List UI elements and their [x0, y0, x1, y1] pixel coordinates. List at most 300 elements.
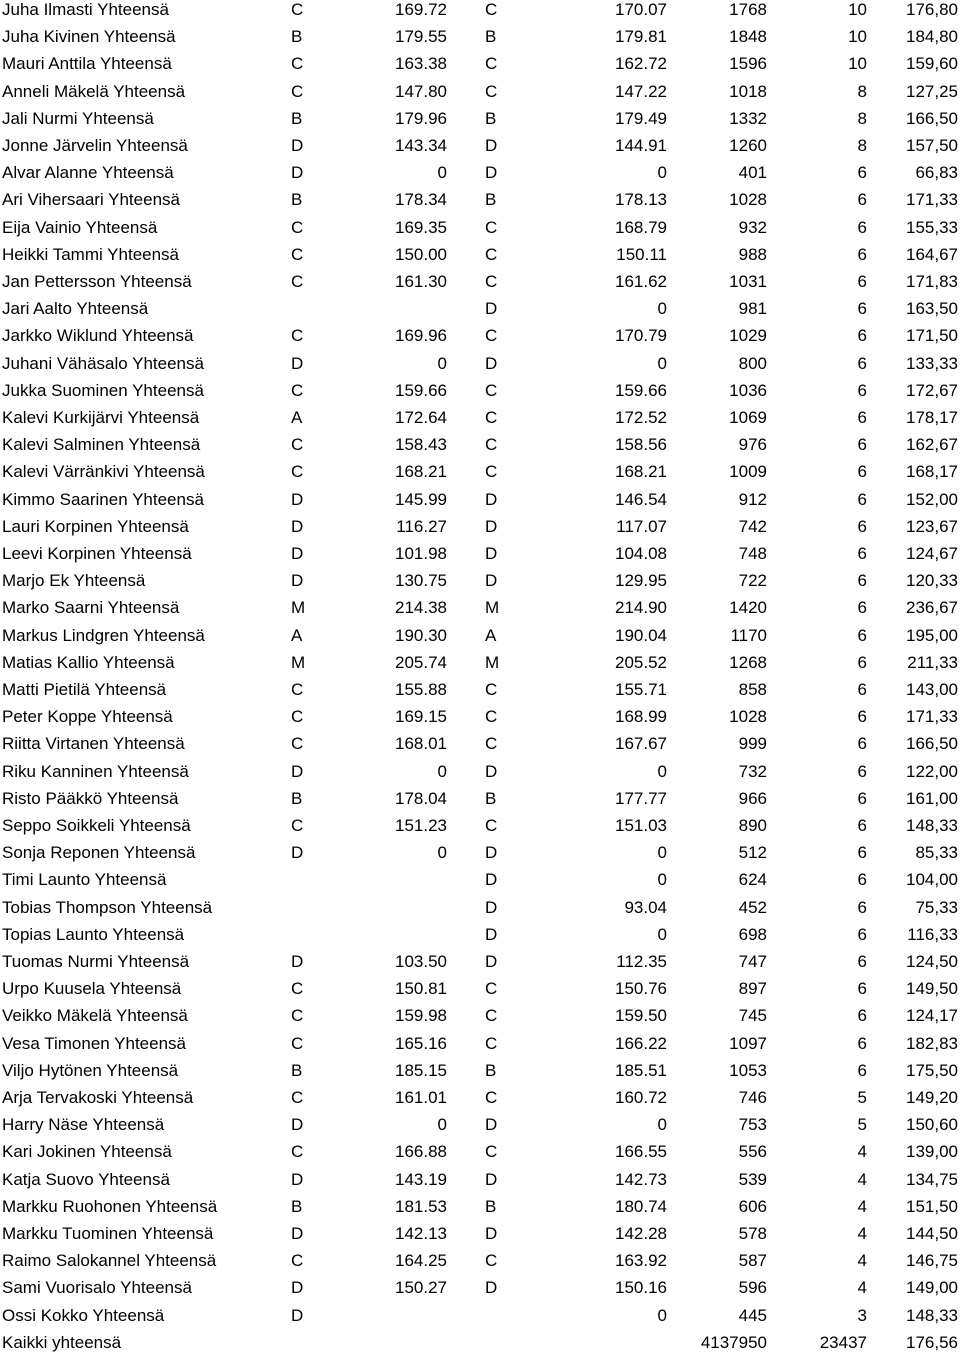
player-name-cell: Kaikki yhteensä — [2, 1332, 122, 1352]
value-cell: 146.54 — [615, 489, 667, 509]
value-cell: 145.99 — [395, 489, 447, 509]
value-cell: 159.66 — [615, 380, 667, 400]
class-cell: C — [291, 435, 304, 455]
class-cell: B — [291, 27, 303, 47]
average-cell: 148,33 — [906, 816, 958, 835]
value-cell: 178.04 — [395, 788, 447, 808]
games-count-cell: 8 — [857, 136, 867, 155]
games-count-cell: 6 — [857, 598, 867, 618]
points-total-cell: 1031 — [729, 272, 767, 291]
player-name-cell: Markus Lindgren Yhteensä — [2, 625, 205, 645]
games-count-cell: 5 — [857, 1088, 867, 1107]
player-name-cell: Jarkko Wiklund Yhteensä — [2, 326, 194, 346]
games-count-cell: 6 — [857, 625, 867, 645]
value-cell: 214.38 — [395, 598, 447, 618]
value-cell: 168.79 — [615, 217, 667, 237]
value-cell: 147.22 — [615, 81, 667, 101]
value-cell: 0 — [657, 299, 667, 319]
average-cell: 143,00 — [906, 680, 958, 699]
class-cell: C — [485, 408, 498, 427]
class-cell: D — [485, 1115, 498, 1135]
points-total-cell: 1170 — [730, 625, 767, 645]
games-count-cell: 6 — [857, 272, 867, 291]
player-name-cell: Riku Kanninen Yhteensä — [2, 761, 189, 781]
games-count-cell: 10 — [848, 27, 867, 47]
table-row — [0, 1057, 960, 1084]
player-name-cell: Riitta Virtanen Yhteensä — [2, 734, 185, 754]
value-cell: 0 — [657, 353, 667, 373]
points-total-cell: 556 — [738, 1142, 767, 1162]
games-count-cell: 6 — [857, 924, 867, 944]
player-name-cell: Kalevi Kurkijärvi Yhteensä — [2, 408, 200, 427]
table-row — [0, 159, 960, 186]
class-cell: A — [485, 625, 497, 645]
player-name-cell: Juha Kivinen Yhteensä — [2, 27, 176, 47]
class-cell: D — [291, 1115, 304, 1135]
value-cell: 144.91 — [615, 136, 667, 155]
table-row — [0, 1302, 960, 1329]
average-cell: 133,33 — [906, 353, 958, 373]
class-cell: C — [485, 272, 498, 291]
player-name-cell: Matias Kallio Yhteensä — [2, 652, 175, 672]
class-cell: C — [291, 979, 304, 999]
points-total-cell: 976 — [738, 435, 767, 455]
average-cell: 124,67 — [906, 544, 958, 563]
player-name-cell: Kalevi Salminen Yhteensä — [2, 435, 201, 455]
games-count-cell: 6 — [857, 652, 867, 672]
class-cell: M — [485, 652, 500, 672]
value-cell: 160.72 — [615, 1088, 667, 1107]
class-cell: C — [291, 244, 304, 264]
games-count-cell: 6 — [857, 544, 867, 563]
value-cell: 177.77 — [615, 788, 667, 808]
class-cell: D — [291, 843, 304, 863]
class-cell: B — [291, 1196, 303, 1216]
value-cell: 0 — [657, 1115, 667, 1135]
class-cell: C — [485, 979, 498, 999]
class-cell: C — [291, 816, 304, 835]
table-row — [0, 676, 960, 703]
class-cell: C — [485, 1251, 498, 1271]
value-cell: 169.15 — [395, 707, 447, 727]
value-cell: 178.13 — [615, 190, 667, 210]
points-total-cell: 1069 — [729, 408, 767, 427]
player-name-cell: Vesa Timonen Yhteensä — [2, 1033, 186, 1053]
class-cell: C — [485, 462, 498, 482]
player-name-cell: Eija Vainio Yhteensä — [2, 217, 158, 237]
average-cell: 149,20 — [906, 1088, 958, 1107]
table-row — [0, 105, 960, 132]
value-cell: 169.72 — [395, 0, 447, 19]
player-name-cell: Raimo Salokannel Yhteensä — [2, 1251, 217, 1271]
table-row — [0, 785, 960, 812]
average-cell: 75,33 — [915, 897, 958, 917]
player-name-cell: Ossi Kokko Yhteensä — [2, 1305, 165, 1325]
points-total-cell: 753 — [738, 1115, 767, 1135]
games-count-cell: 6 — [857, 680, 867, 699]
class-cell: B — [291, 190, 303, 210]
value-cell: 0 — [437, 843, 447, 863]
average-cell: 172,67 — [906, 380, 958, 400]
value-cell: 205.52 — [615, 652, 667, 672]
games-count-cell: 6 — [857, 353, 867, 373]
games-count-cell: 6 — [857, 571, 867, 591]
table-row — [0, 241, 960, 268]
class-cell: C — [291, 1251, 304, 1271]
class-cell: D — [485, 489, 498, 509]
points-total-cell: 624 — [738, 870, 767, 890]
value-cell: 163.38 — [395, 54, 447, 74]
value-cell: 143.34 — [395, 136, 447, 155]
class-cell: C — [485, 217, 498, 237]
table-row — [0, 404, 960, 431]
value-cell: 147.80 — [395, 81, 447, 101]
points-total-cell: 1596 — [729, 54, 767, 74]
value-cell: 142.28 — [615, 1224, 667, 1243]
average-cell: 159,60 — [906, 54, 958, 74]
player-name-cell: Sonja Reponen Yhteensä — [2, 843, 196, 863]
value-cell: 172.52 — [615, 408, 667, 427]
value-cell: 159.98 — [395, 1006, 447, 1026]
class-cell: D — [485, 136, 498, 155]
points-total-cell: 578 — [738, 1224, 767, 1243]
games-count-cell: 6 — [857, 952, 867, 971]
games-count-cell: 6 — [857, 299, 867, 319]
average-cell: 171,33 — [906, 707, 958, 727]
table-row — [0, 1138, 960, 1165]
value-cell: 165.16 — [395, 1033, 447, 1053]
points-total-cell: 1053 — [729, 1060, 767, 1080]
points-total-cell: 1028 — [729, 707, 767, 727]
value-cell: 150.11 — [616, 244, 667, 264]
class-cell: D — [291, 163, 304, 183]
player-name-cell: Jali Nurmi Yhteensä — [2, 108, 154, 128]
class-cell: D — [485, 544, 498, 563]
player-name-cell: Juhani Vähäsalo Yhteensä — [2, 353, 204, 373]
class-cell: C — [485, 734, 498, 754]
value-cell: 158.43 — [395, 435, 447, 455]
value-cell: 178.34 — [395, 190, 447, 210]
value-cell: 150.27 — [395, 1278, 447, 1298]
value-cell: 170.07 — [615, 0, 667, 19]
games-count-cell: 6 — [857, 1060, 867, 1080]
class-cell: B — [485, 788, 497, 808]
points-total-cell: 932 — [738, 217, 767, 237]
value-cell: 168.01 — [395, 734, 447, 754]
player-name-cell: Markku Tuominen Yhteensä — [2, 1224, 214, 1243]
games-count-cell: 4 — [857, 1142, 867, 1162]
points-total-cell: 742 — [738, 516, 767, 536]
table-row — [0, 975, 960, 1002]
points-total-cell: 747 — [738, 952, 767, 971]
class-cell: C — [291, 1142, 304, 1162]
class-cell: C — [291, 1088, 304, 1107]
player-name-cell: Harry Näse Yhteensä — [2, 1115, 165, 1135]
player-name-cell: Kalevi Värränkivi Yhteensä — [2, 462, 205, 482]
table-row — [0, 377, 960, 404]
points-total-cell: 732 — [738, 761, 767, 781]
points-total-cell: 746 — [738, 1088, 767, 1107]
class-cell: C — [291, 1033, 304, 1053]
average-cell: 195,00 — [906, 625, 958, 645]
points-total-cell: 401 — [738, 163, 767, 183]
player-name-cell: Peter Koppe Yhteensä — [2, 707, 173, 727]
value-cell: 101.98 — [395, 544, 447, 563]
class-cell: D — [291, 952, 304, 971]
average-cell: 157,50 — [906, 136, 958, 155]
points-total-cell: 1018 — [729, 81, 767, 101]
class-cell: D — [291, 1169, 304, 1189]
average-cell: 152,00 — [906, 489, 958, 509]
average-cell: 176,80 — [906, 0, 958, 19]
games-count-cell: 23437 — [819, 1332, 867, 1352]
value-cell: 93.04 — [624, 897, 667, 917]
value-cell: 169.96 — [395, 326, 447, 346]
average-cell: 66,83 — [915, 163, 958, 183]
value-cell: 117.07 — [616, 516, 667, 536]
class-cell: C — [485, 816, 498, 835]
class-cell: C — [485, 707, 498, 727]
table-row — [0, 322, 960, 349]
class-cell: D — [291, 353, 304, 373]
table-row — [0, 268, 960, 295]
points-total-cell: 512 — [738, 843, 767, 863]
value-cell: 185.15 — [395, 1060, 447, 1080]
class-cell: B — [485, 27, 497, 47]
value-cell: 0 — [657, 843, 667, 863]
class-cell: M — [291, 598, 306, 618]
table-row — [0, 839, 960, 866]
class-cell: C — [291, 462, 304, 482]
points-total-cell: 445 — [738, 1305, 767, 1325]
points-total-cell: 1260 — [729, 136, 767, 155]
table-row — [0, 431, 960, 458]
class-cell: B — [291, 788, 303, 808]
value-cell: 205.74 — [395, 652, 447, 672]
table-row — [0, 1274, 960, 1301]
average-cell: 85,33 — [915, 843, 958, 863]
table-row — [0, 1166, 960, 1193]
class-cell: C — [291, 680, 304, 699]
player-name-cell: Topias Launto Yhteensä — [2, 924, 185, 944]
games-count-cell: 6 — [857, 163, 867, 183]
average-cell: 184,80 — [906, 27, 958, 47]
points-total-cell: 988 — [738, 244, 767, 264]
games-count-cell: 8 — [857, 108, 867, 128]
value-cell: 112.35 — [616, 952, 667, 971]
points-total-cell: 1009 — [729, 462, 767, 482]
class-cell: C — [485, 54, 498, 74]
class-cell: C — [291, 734, 304, 754]
class-cell: D — [291, 1278, 304, 1298]
player-name-cell: Kari Jokinen Yhteensä — [2, 1142, 172, 1162]
value-cell: 179.49 — [615, 108, 667, 128]
value-cell: 169.35 — [395, 217, 447, 237]
player-name-cell: Marjo Ek Yhteensä — [2, 571, 146, 591]
average-cell: 151,50 — [906, 1196, 958, 1216]
class-cell: B — [485, 1060, 497, 1080]
games-count-cell: 6 — [857, 897, 867, 917]
games-count-cell: 4 — [857, 1169, 867, 1189]
games-count-cell: 6 — [857, 734, 867, 754]
player-name-cell: Mauri Anttila Yhteensä — [2, 54, 172, 74]
class-cell: D — [485, 843, 498, 863]
class-cell: C — [485, 244, 498, 264]
table-row — [0, 594, 960, 621]
games-count-cell: 6 — [857, 788, 867, 808]
value-cell: 0 — [437, 1115, 447, 1135]
value-cell: 190.30 — [395, 625, 447, 645]
games-count-cell: 6 — [857, 843, 867, 863]
value-cell: 151.03 — [615, 816, 667, 835]
games-count-cell: 6 — [857, 326, 867, 346]
points-total-cell: 966 — [738, 788, 767, 808]
value-cell: 159.50 — [615, 1006, 667, 1026]
points-total-cell: 1268 — [729, 652, 767, 672]
table-row — [0, 1111, 960, 1138]
average-cell: 168,17 — [906, 462, 958, 482]
class-cell: C — [291, 217, 304, 237]
points-total-cell: 1848 — [729, 27, 767, 47]
games-count-cell: 6 — [857, 462, 867, 482]
value-cell: 170.79 — [615, 326, 667, 346]
table-row — [0, 730, 960, 757]
games-count-cell: 6 — [857, 761, 867, 781]
class-cell: D — [485, 516, 498, 536]
player-name-cell: Marko Saarni Yhteensä — [2, 598, 180, 618]
player-name-cell: Markku Ruohonen Yhteensä — [2, 1196, 218, 1216]
class-cell: D — [485, 163, 498, 183]
value-cell: 0 — [657, 870, 667, 890]
points-total-cell: 1332 — [729, 108, 767, 128]
average-cell: 149,50 — [906, 979, 958, 999]
points-total-cell: 1029 — [729, 326, 767, 346]
table-row — [0, 486, 960, 513]
average-cell: 166,50 — [906, 108, 958, 128]
average-cell: 171,50 — [906, 326, 958, 346]
player-name-cell: Matti Pietilä Yhteensä — [2, 680, 167, 699]
points-total-cell: 999 — [738, 734, 767, 754]
value-cell: 0 — [437, 163, 447, 183]
average-cell: 155,33 — [906, 217, 958, 237]
table-row — [0, 1220, 960, 1247]
points-total-cell: 1097 — [729, 1033, 767, 1053]
games-count-cell: 6 — [857, 870, 867, 890]
average-cell: 171,33 — [906, 190, 958, 210]
class-cell: C — [485, 0, 498, 19]
value-cell: 0 — [437, 761, 447, 781]
player-name-cell: Veikko Mäkelä Yhteensä — [2, 1006, 188, 1026]
value-cell: 190.04 — [615, 625, 667, 645]
class-cell: B — [291, 1060, 303, 1080]
table-row — [0, 1084, 960, 1111]
player-name-cell: Lauri Korpinen Yhteensä — [2, 516, 189, 536]
points-total-cell: 890 — [738, 816, 767, 835]
average-cell: 123,67 — [906, 516, 958, 536]
class-cell: B — [485, 190, 497, 210]
class-cell: C — [291, 0, 304, 19]
player-name-cell: Ari Vihersaari Yhteensä — [2, 190, 180, 210]
value-cell: 179.81 — [615, 27, 667, 47]
points-total-cell: 1768 — [729, 0, 767, 19]
average-cell: 122,00 — [906, 761, 958, 781]
games-count-cell: 6 — [857, 217, 867, 237]
value-cell: 150.00 — [395, 244, 447, 264]
player-name-cell: Sami Vuorisalo Yhteensä — [2, 1278, 192, 1298]
average-cell: 178,17 — [906, 408, 958, 427]
table-row — [0, 1002, 960, 1029]
player-name-cell: Jonne Järvelin Yhteensä — [2, 136, 188, 155]
value-cell: 162.72 — [615, 54, 667, 74]
average-cell: 144,50 — [906, 1224, 958, 1243]
class-cell: D — [291, 761, 304, 781]
player-name-cell: Viljo Hytönen Yhteensä — [2, 1060, 179, 1080]
player-name-cell: Juha Ilmasti Yhteensä — [2, 0, 169, 19]
table-row — [0, 703, 960, 730]
games-count-cell: 6 — [857, 244, 867, 264]
player-name-cell: Risto Pääkkö Yhteensä — [2, 788, 179, 808]
points-total-cell: 912 — [738, 489, 767, 509]
value-cell: 0 — [657, 163, 667, 183]
player-name-cell: Katja Suovo Yhteensä — [2, 1169, 170, 1189]
value-cell: 116.27 — [396, 516, 447, 536]
table-row — [0, 1030, 960, 1057]
table-row — [0, 0, 960, 23]
games-count-cell: 10 — [848, 0, 867, 19]
player-name-cell: Tuomas Nurmi Yhteensä — [2, 952, 190, 971]
games-count-cell: 6 — [857, 816, 867, 835]
average-cell: 148,33 — [906, 1305, 958, 1325]
value-cell: 168.99 — [615, 707, 667, 727]
games-count-cell: 6 — [857, 707, 867, 727]
points-total-cell: 722 — [738, 571, 767, 591]
average-cell: 104,00 — [906, 870, 958, 890]
class-cell: C — [291, 272, 304, 291]
table-row — [0, 948, 960, 975]
value-cell: 0 — [657, 761, 667, 781]
average-cell: 176,56 — [906, 1332, 958, 1352]
value-cell: 167.67 — [615, 734, 667, 754]
value-cell: 161.62 — [615, 272, 667, 291]
points-total-cell: 606 — [738, 1196, 767, 1216]
average-cell: 182,83 — [906, 1033, 958, 1053]
games-count-cell: 4 — [857, 1278, 867, 1298]
value-cell: 0 — [657, 1305, 667, 1325]
average-cell: 171,83 — [906, 272, 958, 291]
points-total-cell: 858 — [738, 680, 767, 699]
games-count-cell: 6 — [857, 516, 867, 536]
class-cell: C — [485, 1006, 498, 1026]
value-cell: 168.21 — [615, 462, 667, 482]
class-cell: D — [485, 952, 498, 971]
class-cell: C — [485, 81, 498, 101]
class-cell: D — [291, 489, 304, 509]
player-name-cell: Jukka Suominen Yhteensä — [2, 380, 204, 400]
points-total-cell: 596 — [738, 1278, 767, 1298]
average-cell: 164,67 — [906, 244, 958, 264]
points-total-cell: 897 — [738, 979, 767, 999]
table-row — [0, 458, 960, 485]
average-cell: 175,50 — [906, 1060, 958, 1080]
class-cell: D — [485, 897, 498, 917]
average-cell: 150,60 — [906, 1115, 958, 1135]
value-cell: 180.74 — [615, 1196, 667, 1216]
value-cell: 158.56 — [615, 435, 667, 455]
games-count-cell: 6 — [857, 489, 867, 509]
class-cell: C — [291, 81, 304, 101]
player-name-cell: Alvar Alanne Yhteensä — [2, 163, 174, 183]
class-cell: A — [291, 408, 303, 427]
